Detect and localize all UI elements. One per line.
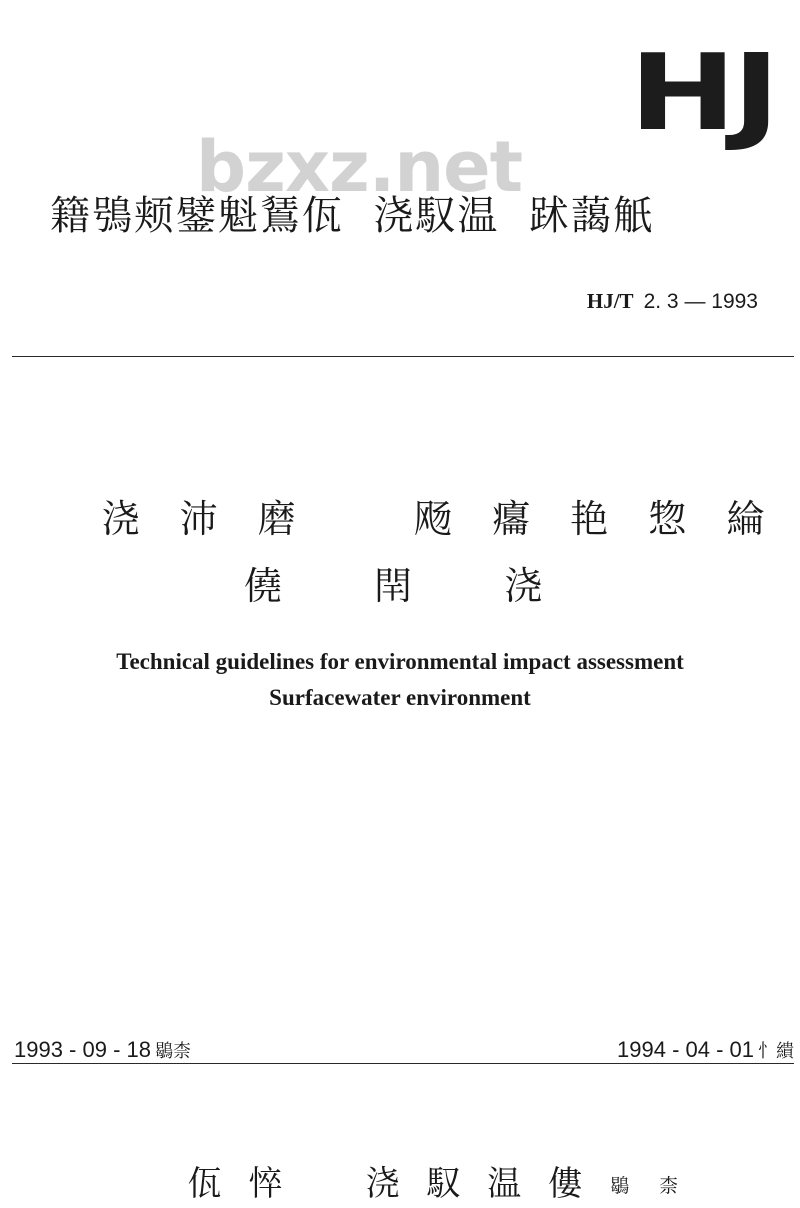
top-divider — [12, 356, 794, 357]
implementation-date-label: 忄繢 — [758, 1041, 794, 1062]
implementation-date-value: 1994 - 04 - 01 — [617, 1037, 754, 1062]
publisher — [150, 1118, 710, 1208]
english-title-line-1: Technical guidelines for environmental impact assessment — [116, 649, 684, 674]
chinese-title-line-1: 浇 沛 磨 飏 癟 艳 惣 綸 — [101, 497, 779, 541]
english-title-line-2: Surfacewater environment — [269, 685, 531, 710]
chinese-title-line-2: 僥 閈 浇 — [243, 564, 557, 608]
watermark-text: bzxz.net — [196, 126, 523, 208]
issue-date-value: 1993 - 09 - 18 — [14, 1037, 151, 1062]
issue-date-label: 鶡柰 — [154, 1041, 191, 1062]
bottom-divider — [12, 1063, 794, 1064]
publisher-name: 佤 悴 浇 馭 温 僂 — [187, 1164, 591, 1204]
hj-logo: HJ — [629, 32, 776, 155]
standard-code: 2. 3 — 1993 — [643, 290, 758, 313]
standard-number — [587, 286, 758, 317]
standard-category: 籍鴞颊鐾魁鵟佤 浇馭温 䟣藹觗 — [50, 193, 655, 239]
standard-prefix: HJ/T — [586, 289, 634, 313]
publisher-label: 鶡 柰 — [610, 1175, 691, 1197]
